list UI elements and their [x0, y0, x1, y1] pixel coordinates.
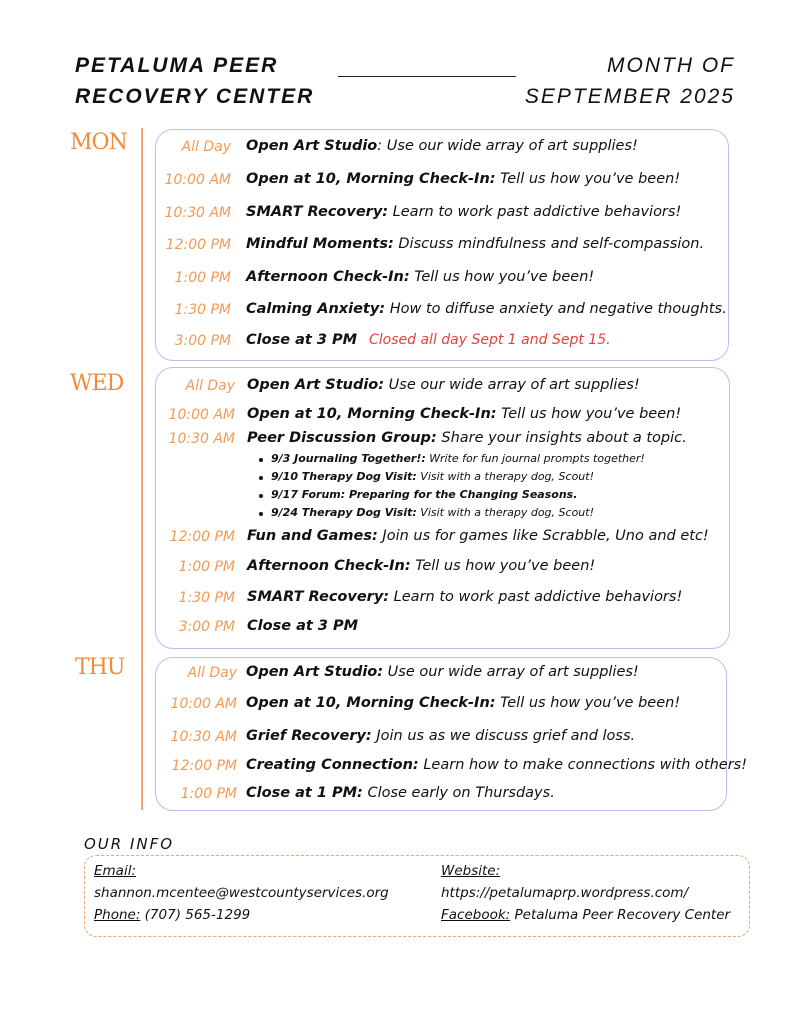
- wed-topic-desc-1: Visit with a therapy dog, Scout!: [416, 470, 594, 483]
- wed-topic-title-0: 9/3 Journaling Together!:: [271, 452, 426, 465]
- thu-time-4: 1:00 PM: [180, 786, 237, 802]
- mon-time-1: 10:00 AM: [164, 172, 231, 188]
- thu-activity-1: [246, 695, 680, 711]
- wed-activity-desc-5: Learn to work past addictive behaviors!: [389, 589, 683, 605]
- wed-activity-title-4: Afternoon Check-In:: [247, 558, 411, 574]
- bullet-icon: [259, 512, 263, 516]
- thu-activity-title-4: Close at 1 PM:: [246, 785, 363, 801]
- wed-activity-5: [247, 589, 682, 605]
- wed-activity-title-6: Close at 3 PM: [247, 618, 359, 634]
- mon-activity-desc-4: Tell us how you’ve been!: [409, 269, 595, 285]
- org-name-line1: PETALUMA PEER: [75, 54, 279, 77]
- closure-note: Closed all day Sept 1 and Sept 15.: [369, 332, 611, 348]
- mon-activity-6: [246, 332, 357, 348]
- mon-activity-0: [246, 138, 638, 154]
- mon-activity-title-0: Open Art Studio: [246, 138, 378, 154]
- wed-activity-2: [247, 430, 687, 446]
- mon-activity-desc-5: How to diffuse anxiety and negative thoughts.: [385, 301, 727, 317]
- facebook-value[interactable]: Petaluma Peer Recovery Center: [510, 907, 731, 923]
- facebook-line: [441, 907, 730, 923]
- day-label-mon: MON: [70, 130, 127, 155]
- mon-activity-title-6: Close at 3 PM: [246, 332, 358, 348]
- thu-time-2: 10:30 AM: [170, 729, 237, 745]
- mon-activity-1: [246, 171, 680, 187]
- thu-time-1: 10:00 AM: [170, 696, 237, 712]
- wed-time-0: All Day: [185, 378, 235, 394]
- wed-activity-1: [247, 406, 681, 422]
- wed-topic-3: [271, 506, 594, 519]
- mon-activity-title-1: Open at 10, Morning Check-In:: [246, 171, 496, 187]
- wed-activity-4: [247, 558, 595, 574]
- month-line1: MONTH OF: [607, 54, 735, 77]
- wed-activity-title-2: Peer Discussion Group:: [247, 430, 437, 446]
- wed-activity-0: [247, 377, 640, 393]
- wed-time-3: 12:00 PM: [169, 529, 235, 545]
- info-title: OUR INFO: [84, 835, 175, 853]
- wed-activity-title-5: SMART Recovery:: [247, 589, 390, 605]
- thu-activity-desc-4: Close early on Thursdays.: [362, 785, 555, 801]
- wed-activity-3: [247, 528, 709, 544]
- wed-topic-1: [271, 470, 594, 483]
- thu-activity-desc-1: Tell us how you’ve been!: [495, 695, 681, 711]
- mon-activity-desc-3: Discuss mindfulness and self-compassion.: [393, 236, 705, 252]
- mon-activity-desc-1: Tell us how you’ve been!: [495, 171, 681, 187]
- wed-activity-desc-2: Share your insights about a topic.: [436, 430, 687, 446]
- website-value[interactable]: https://petalumaprp.wordpress.com/: [441, 885, 689, 901]
- wed-time-6: 3:00 PM: [178, 619, 235, 635]
- mon-time-4: 1:00 PM: [174, 270, 231, 286]
- mon-activity-2: [246, 204, 681, 220]
- month-line2: SEPTEMBER 2025: [524, 85, 735, 108]
- mon-activity-desc-0: : Use our wide array of art supplies!: [377, 138, 638, 154]
- wed-activity-desc-1: Tell us how you’ve been!: [496, 406, 682, 422]
- day-label-thu: THU: [75, 655, 125, 680]
- org-name: [75, 50, 314, 112]
- wed-time-4: 1:00 PM: [178, 559, 235, 575]
- phone-value[interactable]: (707) 565-1299: [140, 907, 251, 923]
- mon-time-5: 1:30 PM: [174, 302, 231, 318]
- thu-activity-2: [246, 728, 635, 744]
- mon-activity-desc-2: Learn to work past addictive behaviors!: [388, 204, 682, 220]
- thu-activity-0: [246, 664, 639, 680]
- wed-activity-title-3: Fun and Games:: [247, 528, 378, 544]
- mon-time-6: 3:00 PM: [174, 333, 231, 349]
- thu-activity-title-1: Open at 10, Morning Check-In:: [246, 695, 496, 711]
- facebook-label: Facebook:: [441, 907, 511, 923]
- day-label-wed: WED: [70, 371, 124, 396]
- thu-activity-desc-0: Use our wide array of art supplies!: [383, 664, 639, 680]
- mon-time-0: All Day: [181, 139, 231, 155]
- bullet-icon: [259, 476, 263, 480]
- header-divider: [338, 76, 516, 77]
- wed-topic-title-3: 9/24 Therapy Dog Visit:: [271, 506, 417, 519]
- mon-activity-5: [246, 301, 727, 317]
- mon-time-2: 10:30 AM: [164, 205, 231, 221]
- mon-activity-3: [246, 236, 704, 252]
- mon-time-3: 12:00 PM: [165, 237, 231, 253]
- wed-activity-title-0: Open Art Studio:: [247, 377, 385, 393]
- wed-time-5: 1:30 PM: [178, 590, 235, 606]
- mon-activity-4: [246, 269, 594, 285]
- mon-activity-title-4: Afternoon Check-In:: [246, 269, 410, 285]
- timeline-divider: [141, 128, 143, 810]
- wed-activity-desc-0: Use our wide array of art supplies!: [384, 377, 640, 393]
- thu-activity-title-3: Creating Connection:: [246, 757, 419, 773]
- bullet-icon: [259, 458, 263, 462]
- thu-activity-4: [246, 785, 555, 801]
- email-label: Email:: [94, 863, 137, 879]
- wed-topic-title-1: 9/10 Therapy Dog Visit:: [271, 470, 417, 483]
- wed-activity-desc-4: Tell us how you’ve been!: [410, 558, 596, 574]
- thu-activity-desc-2: Join us as we discuss grief and loss.: [371, 728, 636, 744]
- email-value[interactable]: shannon.mcentee@westcountyservices.org: [94, 885, 389, 901]
- mon-activity-title-2: SMART Recovery:: [246, 204, 389, 220]
- wed-activity-title-1: Open at 10, Morning Check-In:: [247, 406, 497, 422]
- wed-time-1: 10:00 AM: [168, 407, 235, 423]
- wed-topic-desc-0: Write for fun journal prompts together!: [425, 452, 645, 465]
- wed-topic-desc-3: Visit with a therapy dog, Scout!: [416, 506, 594, 519]
- wed-topic-title-2: 9/17 Forum: Preparing for the Changing Seasons.: [271, 488, 578, 501]
- month-heading: [525, 50, 735, 112]
- org-name-line2: RECOVERY CENTER: [75, 85, 315, 108]
- wed-activity-desc-3: Join us for games like Scrabble, Uno and etc!: [377, 528, 709, 544]
- wed-activity-6: [247, 618, 358, 634]
- website-label: Website:: [441, 863, 501, 879]
- mon-activity-title-5: Calming Anxiety:: [246, 301, 386, 317]
- thu-activity-desc-3: Learn how to make connections with others!: [418, 757, 748, 773]
- phone-label: Phone:: [94, 907, 141, 923]
- thu-time-0: All Day: [187, 665, 237, 681]
- thu-time-3: 12:00 PM: [171, 758, 237, 774]
- wed-time-2: 10:30 AM: [168, 431, 235, 447]
- thu-activity-title-0: Open Art Studio:: [246, 664, 384, 680]
- thu-activity-3: [246, 757, 747, 773]
- mon-activity-title-3: Mindful Moments:: [246, 236, 394, 252]
- phone-line: [94, 907, 250, 923]
- wed-topic-0: [271, 452, 645, 465]
- thu-activity-title-2: Grief Recovery:: [246, 728, 372, 744]
- bullet-icon: [259, 494, 263, 498]
- wed-topic-2: [271, 488, 577, 501]
